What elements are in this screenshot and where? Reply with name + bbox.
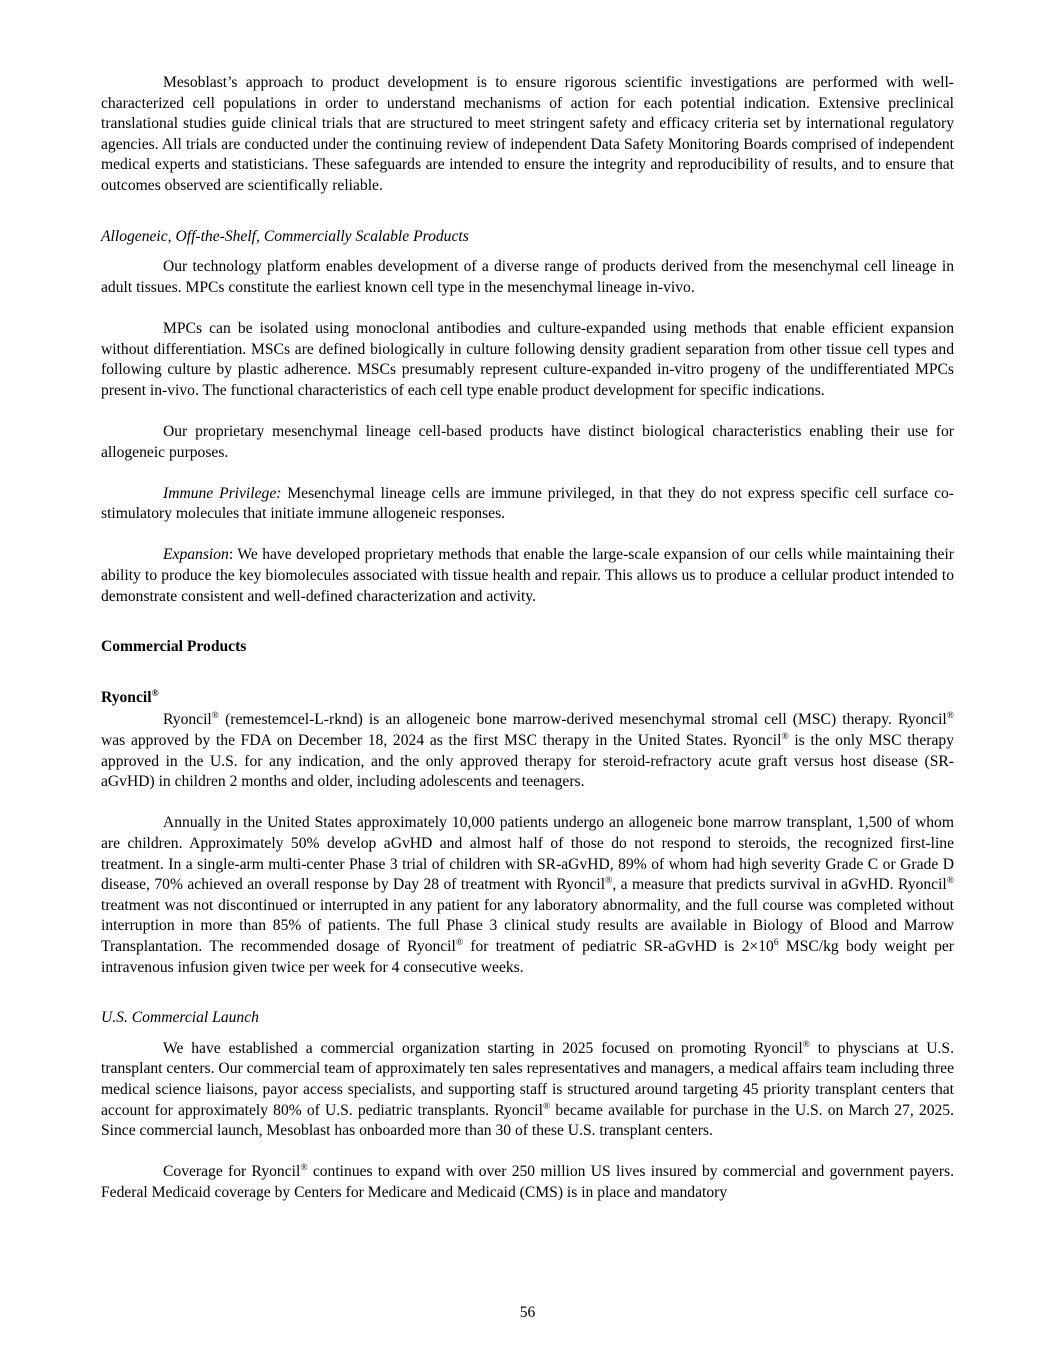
ryoncil-name: Ryoncil — [898, 876, 947, 894]
ryoncil-paragraph-2 — [101, 813, 954, 978]
ryoncil-heading-name: Ryoncil — [101, 688, 152, 706]
ryoncil-p1-text-a: (remestemcel-L-rknd) is an allogeneic bone marrow-derived mesenchymal stromal cell (MSC) therapy. — [218, 711, 899, 729]
ryoncil-p2-text-a: Annually in the United States approximately 10,000 patients undergo an allogeneic bone marrow transplant, 1,500 of whom are children. Approximately 50% develop aGvHD and almost half of those do not respond to steroids, the recognized first-line treatment. In a single-arm multi-center Phase 3 trial of children with SR-aGvHD, 89% of whom had high severity Grade C or Grade D disease, 70% achieved an overall response by Day 28 of treatment with — [101, 814, 954, 894]
launch-paragraph-1 — [101, 1039, 954, 1142]
expansion-label: Expansion — [163, 546, 229, 564]
ryoncil-name: Ryoncil — [494, 1101, 543, 1119]
document-page — [101, 73, 954, 1204]
expansion-text: : We have developed proprietary methods that enable the large-scale expansion of our cells while maintaining their ability to produce the key biomolecules associated with tissue health and repair. This allows us to produce a cellular product intended to demonstrate consistent and well-defined characterization and activity. — [101, 546, 954, 605]
launch-p2-text-a: Coverage for — [163, 1163, 252, 1181]
ryoncil-name: Ryoncil — [163, 711, 212, 729]
ryoncil-paragraph-1 — [101, 710, 954, 792]
ryoncil-p1-text-b: was approved by the FDA on December 18, 2024 as the first MSC therapy in the United States. — [101, 732, 733, 750]
ryoncil-heading — [101, 688, 954, 709]
ryoncil-name: Ryoncil — [556, 876, 606, 894]
registered-mark: ® — [781, 732, 789, 743]
ryoncil-p2-text-d: for treatment of pediatric SR-aGvHD is 2×10 — [463, 937, 774, 955]
exponent: 6 — [773, 937, 779, 948]
allogeneic-paragraph-1: Our technology platform enables development of a diverse range of products derived from the mesenchymal cell lineage in adult tissues. MPCs constitute the earliest known cell type in the mesenchymal lineage in-vivo. — [101, 258, 954, 296]
registered-mark: ® — [151, 688, 159, 699]
immune-privilege-label: Immune Privilege: — [163, 484, 282, 502]
ryoncil-name: Ryoncil — [407, 937, 456, 955]
us-commercial-launch-subheading: U.S. Commercial Launch — [101, 1009, 259, 1027]
launch-p1-text-b: to physcians at U.S. transplant centers. Our commercial team of approximately ten sales representatives and managers, a medical affairs team including three medical science liaisons, payor access specialists, and supporting staff is structured around targeting 45 priority transplant centers that account for approximately 80% of U.S. pediatric transplants. — [101, 1039, 954, 1119]
allogeneic-paragraph-2: MPCs can be isolated using monoclonal antibodies and culture-expanded using methods that enable efficient expansion without differentiation. MSCs are defined biologically in culture following density gradient separation from other tissue cell types and following culture by plastic adherence. MSCs presumably represent culture-expanded in-vitro progeny of the undifferentiated MPCs present in-vivo. The functional characteristics of each cell type enable product development for specific indications. — [101, 319, 954, 399]
ryoncil-p1-text-c: is the only MSC therapy approved in the U.S. for any indication, and the only approved therapy for steroid-refractory acute graft versus host disease (SR-aGvHD) in children 2 months and older, including adolescents and teenagers. — [101, 732, 954, 791]
expansion-paragraph — [101, 545, 954, 607]
launch-p1-text-a: We have established a commercial organization starting in 2025 focused on promoting — [163, 1039, 754, 1057]
launch-p2-text-b: continues to expand with over 250 million US lives insured by commercial and government payers. Federal Medicaid coverage by Centers for Medicare and Medicaid (CMS) is in place and mandatory — [101, 1163, 954, 1201]
ryoncil-name: Ryoncil — [732, 732, 782, 750]
commercial-products-heading: Commercial Products — [101, 638, 247, 656]
ryoncil-p2-text-b: , a measure that predicts survival in aGvHD. — [612, 876, 898, 894]
ryoncil-name: Ryoncil — [898, 711, 947, 729]
registered-mark: ® — [300, 1163, 308, 1174]
registered-mark: ® — [455, 937, 464, 948]
ryoncil-p2-text-c: treatment was not discontinued or interrupted in any patient for any laboratory abnormality, and the full course was completed without interruption in more than 85% of patients. The full Phase 3 clinical study results are available in Biology of Blood and Marrow Transplantation. The recommended dosage of — [101, 896, 954, 955]
registered-mark: ® — [605, 876, 613, 887]
ryoncil-p2-text-e: MSC/kg body weight per intravenous infusion given twice per week for 4 consecutive weeks. — [101, 937, 954, 976]
launch-p1-text-c: became available for purchase in the U.S. on March 27, 2025. Since commercial launch, Mesoblast has onboarded more than 30 of these U.S. transplant centers. — [101, 1101, 954, 1140]
registered-mark: ® — [211, 711, 219, 722]
launch-paragraph-2 — [101, 1162, 954, 1203]
registered-mark: ® — [946, 711, 954, 722]
registered-mark: ® — [946, 876, 954, 887]
allogeneic-subheading: Allogeneic, Off-the-Shelf, Commercially Scalable Products — [101, 227, 469, 245]
registered-mark: ® — [802, 1039, 810, 1050]
ryoncil-name: Ryoncil — [753, 1039, 803, 1057]
immune-privilege-paragraph — [101, 484, 954, 525]
approach-paragraph: Mesoblast’s approach to product development is to ensure rigorous scientific investigations are performed with well-characterized cell populations in order to understand mechanisms of action for each potential indication. Extensive preclinical translational studies guide clinical trials that are structured to meet stringent safety and efficacy criteria set by international regulatory agencies. All trials are conducted under the continuing review of independent Data Safety Monitoring Boards comprised of independent medical experts and statisticians. These safeguards are intended to ensure the integrity and reproducibility of results, and to ensure that outcomes observed are scientifically reliable. — [101, 74, 954, 194]
registered-mark: ® — [542, 1101, 551, 1112]
allogeneic-paragraph-3: Our proprietary mesenchymal lineage cell-based products have distinct biological characteristics enabling their use for allogeneic purposes. — [101, 422, 954, 461]
page-number: 56 — [519, 1304, 536, 1321]
immune-privilege-text: Mesenchymal lineage cells are immune privileged, in that they do not express specific cell surface co-stimulatory molecules that initiate immune allogeneic responses. — [101, 484, 954, 523]
ryoncil-name: Ryoncil — [251, 1163, 301, 1181]
